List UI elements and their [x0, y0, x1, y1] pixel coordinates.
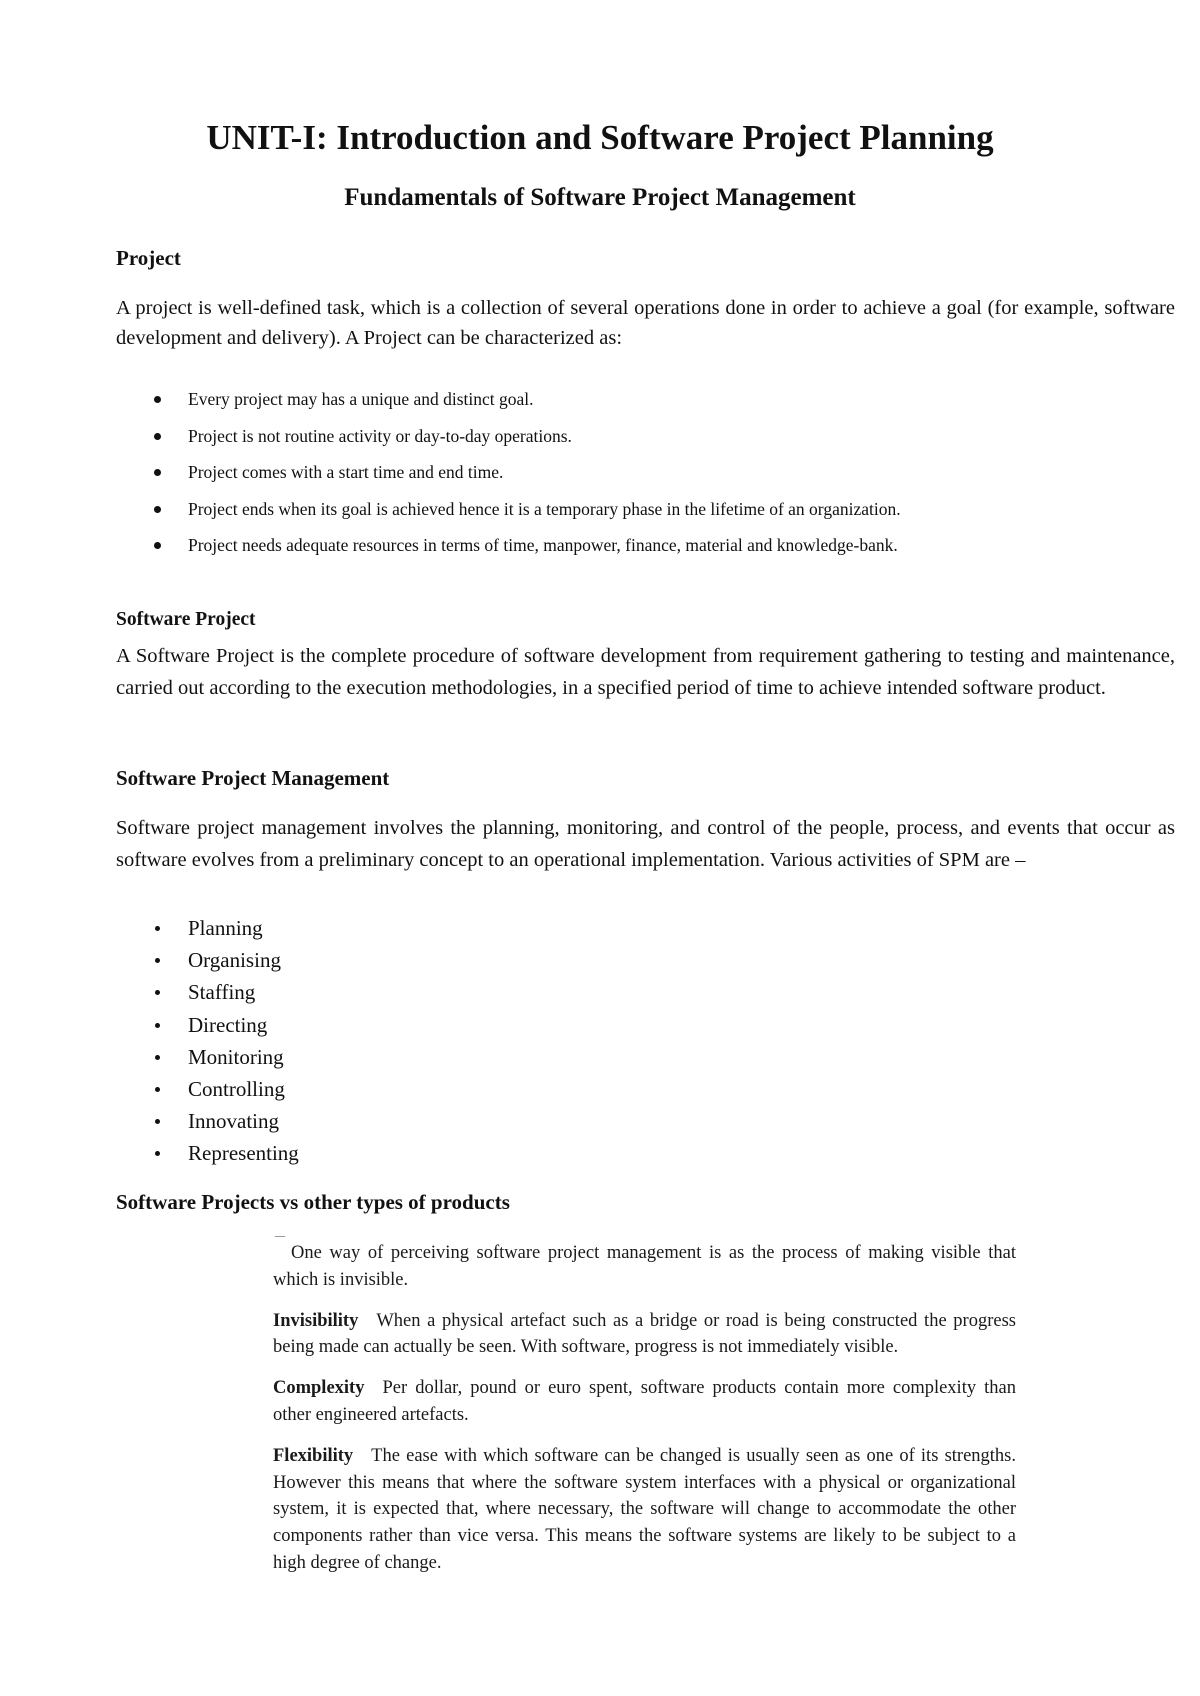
excerpt-item-complexity	[273, 1375, 1016, 1429]
project-characteristics-list	[116, 381, 901, 564]
list-item: Project ends when its goal is achieved hence it is a temporary phase in the lifetime of an organization.	[116, 491, 901, 528]
scan-artifact	[275, 1236, 285, 1237]
textbook-excerpt	[273, 1240, 1016, 1591]
list-item: Representing	[116, 1137, 299, 1169]
list-item: Planning	[116, 912, 299, 944]
excerpt-intro: One way of perceiving software project management is as the process of making visible that which is invisible.	[273, 1243, 1016, 1290]
excerpt-text: When a physical artefact such as a bridge or road is being constructed the progress being made can actually be seen. With software, progress is not immediately visible.	[273, 1310, 1016, 1358]
list-item: Every project may has a unique and distinct goal.	[116, 381, 901, 418]
excerpt-item-invisibility	[273, 1308, 1016, 1362]
list-item: Directing	[116, 1009, 299, 1041]
list-item: Innovating	[116, 1105, 299, 1137]
page-subtitle: Fundamentals of Software Project Management	[344, 184, 856, 211]
project-paragraph: A project is well-defined task, which is a collection of several operations done in order to achieve a goal (for example, software development and delivery). A Project can be characterized as:	[116, 297, 1175, 349]
excerpt-text: The ease with which software can be changed is usually seen as one of its strengths. However this means that where the software system interfaces with a physical or organizational system, it is expected that, where necessary, the software will change to accommodate the other components rather than vice versa. This means the software systems are likely to be subject to a high degree of change.	[273, 1445, 1016, 1573]
excerpt-term: Complexity	[273, 1378, 365, 1399]
list-item: Controlling	[116, 1073, 299, 1105]
list-item: Project needs adequate resources in terms of time, manpower, finance, material and knowledge-bank.	[116, 527, 901, 564]
section-heading-spm: Software Project Management	[116, 766, 390, 790]
excerpt-term: Flexibility	[273, 1445, 354, 1466]
list-item: Staffing	[116, 976, 299, 1008]
excerpt-item-flexibility	[273, 1443, 1016, 1577]
list-item: Organising	[116, 944, 299, 976]
spm-activities-list	[116, 912, 299, 1170]
list-item: Project comes with a start time and end time.	[116, 454, 901, 491]
section-heading-software-project: Software Project	[116, 609, 256, 630]
section-heading-vs: Software Projects vs other types of products	[116, 1190, 510, 1214]
list-item: Project is not routine activity or day-to-day operations.	[116, 418, 901, 455]
excerpt-text: Per dollar, pound or euro spent, software products contain more complexity than other engineered artefacts.	[273, 1378, 1016, 1425]
excerpt-term: Invisibility	[273, 1310, 359, 1331]
spm-paragraph: Software project management involves the planning, monitoring, and control of the people, process, and events that occur as software evolves from a preliminary concept to an operational implementation. Various activities of SPM are –	[116, 817, 1175, 871]
page-title: UNIT-I: Introduction and Software Project Planning	[206, 118, 994, 157]
software-project-paragraph: A Software Project is the complete procedure of software development from requirement gathering to testing and maintenance, carried out according to the execution methodologies, in a specified period of time to achieve intended software product.	[116, 645, 1175, 699]
list-item: Monitoring	[116, 1041, 299, 1073]
section-heading-project: Project	[116, 246, 181, 270]
